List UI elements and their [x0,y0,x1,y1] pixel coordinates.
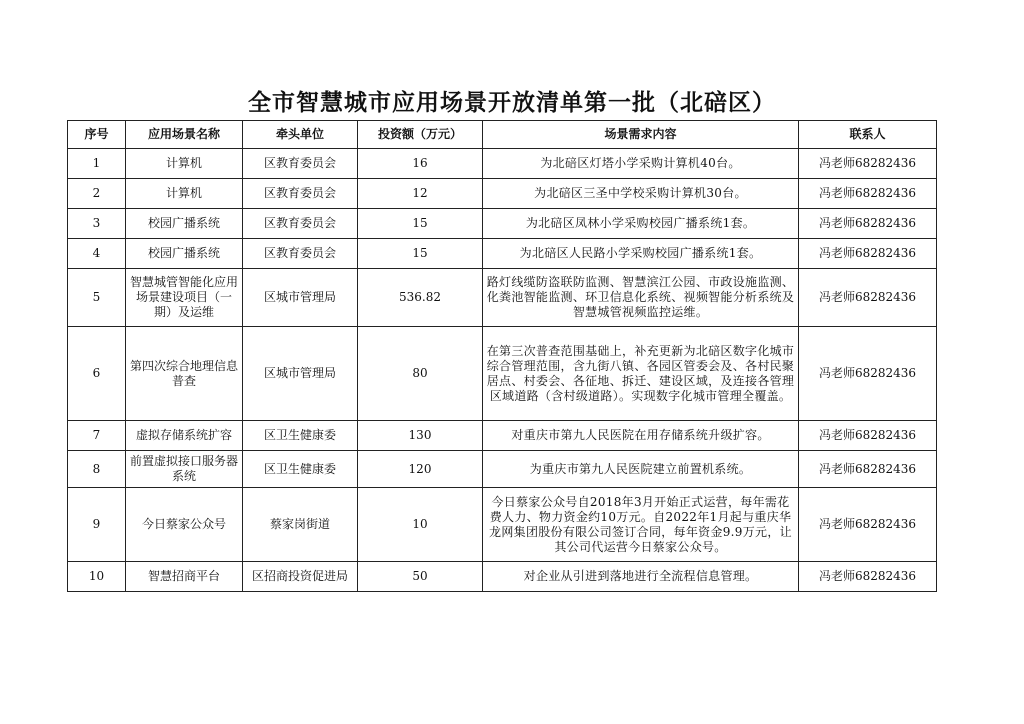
table-row [68,149,937,179]
cell-content: 为重庆市第九人民医院建立前置机系统。 [483,451,799,488]
cell-no: 5 [68,269,126,327]
cell-no: 4 [68,239,126,269]
cell-name: 今日蔡家公众号 [126,488,243,562]
table-row [68,179,937,209]
header-unit: 牵头单位 [243,121,358,149]
table-row [68,421,937,451]
table-row [68,209,937,239]
cell-name: 第四次综合地理信息普查 [126,327,243,421]
cell-contact: 冯老师68282436 [799,149,937,179]
cell-no: 8 [68,451,126,488]
header-name: 应用场景名称 [126,121,243,149]
cell-contact: 冯老师68282436 [799,179,937,209]
header-no: 序号 [68,121,126,149]
cell-content: 对企业从引进到落地进行全流程信息管理。 [483,562,799,592]
cell-name: 校园广播系统 [126,209,243,239]
cell-content: 为北碚区灯塔小学采购计算机40台。 [483,149,799,179]
cell-amount: 16 [358,149,483,179]
cell-contact: 冯老师68282436 [799,451,937,488]
cell-no: 7 [68,421,126,451]
table-row [68,269,937,327]
header-contact: 联系人 [799,121,937,149]
cell-unit: 蔡家岗街道 [243,488,358,562]
cell-unit: 区教育委员会 [243,239,358,269]
cell-contact: 冯老师68282436 [799,209,937,239]
cell-content: 对重庆市第九人民医院在用存储系统升级扩容。 [483,421,799,451]
cell-contact: 冯老师68282436 [799,327,937,421]
cell-unit: 区教育委员会 [243,179,358,209]
table-row [68,488,937,562]
cell-content: 为北碚区三圣中学校采购计算机30台。 [483,179,799,209]
cell-content: 路灯线缆防盗联防监测、智慧滨江公园、市政设施监测、化粪池智能监测、环卫信息化系统、视频智能分析系统及智慧城管视频监控运维。 [483,269,799,327]
cell-unit: 区教育委员会 [243,149,358,179]
header-content: 场景需求内容 [483,121,799,149]
table-row [68,327,937,421]
cell-content: 为北碚区凤林小学采购校园广播系统1套。 [483,209,799,239]
cell-amount: 80 [358,327,483,421]
table-row [68,451,937,488]
cell-content: 为北碚区人民路小学采购校园广播系统1套。 [483,239,799,269]
cell-name: 智慧招商平台 [126,562,243,592]
cell-no: 9 [68,488,126,562]
cell-unit: 区招商投资促进局 [243,562,358,592]
table-header-row [68,121,937,149]
cell-amount: 120 [358,451,483,488]
scenario-table [67,120,937,592]
table-row [68,562,937,592]
cell-no: 10 [68,562,126,592]
cell-name: 智慧城管智能化应用场景建设项目（一期）及运维 [126,269,243,327]
cell-unit: 区卫生健康委 [243,451,358,488]
cell-amount: 50 [358,562,483,592]
cell-contact: 冯老师68282436 [799,269,937,327]
cell-amount: 130 [358,421,483,451]
cell-amount: 15 [358,239,483,269]
cell-no: 2 [68,179,126,209]
cell-unit: 区卫生健康委 [243,421,358,451]
cell-contact: 冯老师68282436 [799,421,937,451]
table-row [68,239,937,269]
cell-contact: 冯老师68282436 [799,239,937,269]
cell-name: 虚拟存储系统扩容 [126,421,243,451]
cell-content: 在第三次普查范围基础上，补充更新为北碚区数字化城市综合管理范围，含九街八镇、各园区管委会及、各村民聚居点、村委会、各征地、拆迁、建设区域，及连接各管理区域道路（含村级道路）。实现数字化城市管理全覆盖。 [483,327,799,421]
cell-unit: 区城市管理局 [243,327,358,421]
cell-unit: 区城市管理局 [243,269,358,327]
cell-contact: 冯老师68282436 [799,562,937,592]
cell-amount: 12 [358,179,483,209]
cell-unit: 区教育委员会 [243,209,358,239]
cell-contact: 冯老师68282436 [799,488,937,562]
cell-no: 1 [68,149,126,179]
cell-no: 6 [68,327,126,421]
cell-name: 校园广播系统 [126,239,243,269]
page-title: 全市智慧城市应用场景开放清单第一批（北碚区） [248,90,776,116]
cell-name: 计算机 [126,179,243,209]
header-amount: 投资额（万元） [358,121,483,149]
cell-no: 3 [68,209,126,239]
cell-amount: 15 [358,209,483,239]
cell-amount: 10 [358,488,483,562]
cell-name: 计算机 [126,149,243,179]
cell-name: 前置虚拟接口服务器系统 [126,451,243,488]
cell-amount: 536.82 [358,269,483,327]
cell-content: 今日蔡家公众号自2018年3月开始正式运营，每年需花费人力、物力资金约10万元。自2022年1月起与重庆华龙网集团股份有限公司签订合同，每年资金9.9万元，让其公司代运营今日蔡家公众号。 [483,488,799,562]
